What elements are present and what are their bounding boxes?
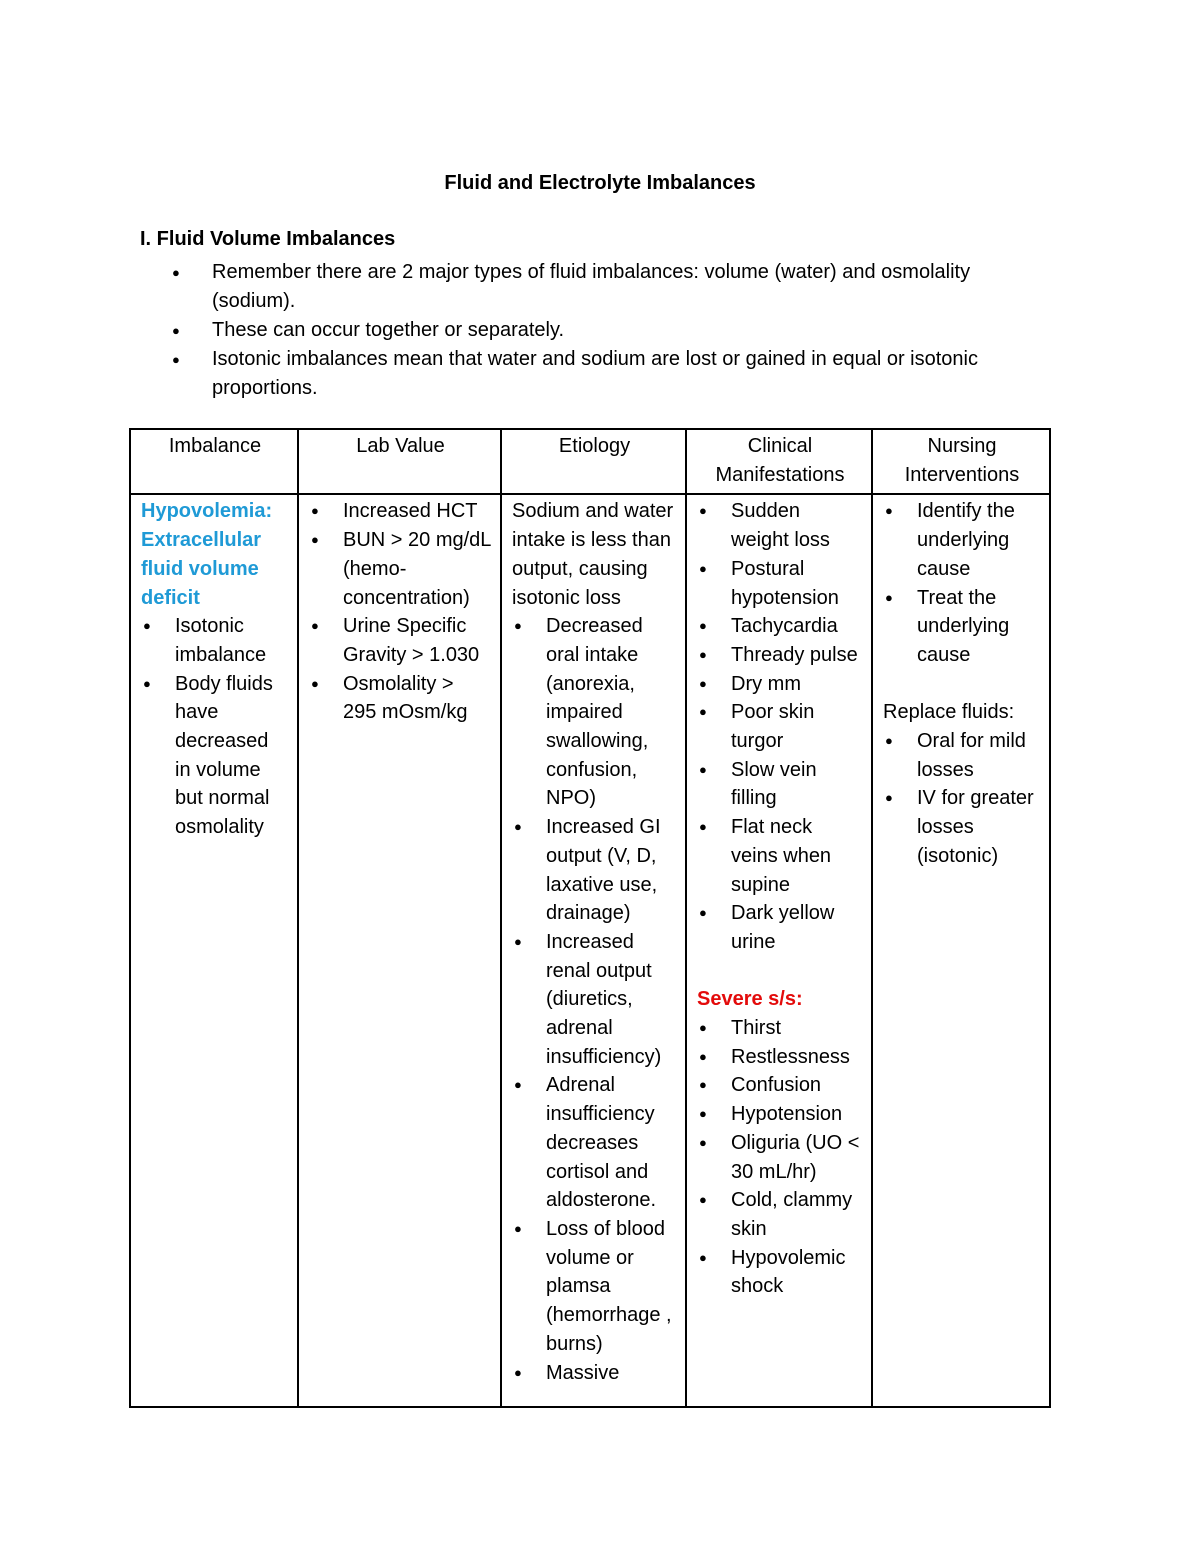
header-nursing-interventions: Nursing Interventions	[872, 429, 1050, 494]
list-item: ● Thirst	[697, 1014, 863, 1043]
cell-etiology	[501, 494, 686, 1407]
list-item: ● Oliguria (UO < 30 mL/hr)	[697, 1129, 863, 1186]
list-item: ● Poor skin turgor	[697, 698, 863, 755]
list-item: ● BUN > 20 mg/dL (hemo-concentration)	[309, 526, 492, 612]
header-etiology: Etiology	[501, 429, 686, 494]
list-item: ● Massive	[512, 1359, 677, 1388]
header-imbalance: Imbalance	[130, 429, 298, 494]
list-item: ● Osmolality > 295 mOsm/kg	[309, 670, 492, 727]
list-item: ● Decreased oral intake (anorexia, impaired swallowing, confusion, NPO)	[512, 612, 677, 813]
spacer	[883, 670, 1041, 699]
intro-bullet-list	[170, 258, 1050, 403]
list-item: ● IV for greater losses (isotonic)	[883, 784, 1041, 870]
cell-clinical-manifestations	[686, 494, 872, 1407]
list-item: ● Dry mm	[697, 670, 863, 699]
list-item: ● Dark yellow urine	[697, 899, 863, 956]
header-clinical-manifestations: Clinical Manifestations	[686, 429, 872, 494]
etiology-intro: Sodium and water intake is less than output, causing isotonic loss	[512, 500, 674, 609]
cell-imbalance	[130, 494, 298, 1407]
severe-label: Severe s/s:	[697, 988, 803, 1011]
list-item: ● Treat the underlying cause	[883, 584, 1041, 670]
section-heading: I. Fluid Volume Imbalances	[140, 228, 396, 250]
document-title: Fluid and Electrolyte Imbalances	[444, 172, 756, 194]
list-item: ● Flat neck veins when supine	[697, 813, 863, 899]
list-item: ● Postural hypotension	[697, 555, 863, 612]
intro-bullet: ● Remember there are 2 major types of fluid imbalances: volume (water) and osmolality (sodium).	[170, 258, 1050, 316]
list-item: ● Identify the underlying cause	[883, 497, 1041, 583]
table-header-row	[130, 429, 1050, 494]
list-item: ● Increased renal output (diuretics, adrenal insufficiency)	[512, 928, 677, 1072]
cell-nursing-interventions	[872, 494, 1050, 1407]
list-item: ● Hypotension	[697, 1100, 863, 1129]
list-item: ● Loss of blood volume or plamsa (hemorrhage , burns)	[512, 1215, 677, 1359]
list-item: ● Cold, clammy skin	[697, 1186, 863, 1243]
imbalance-name: Hypovolemia: Extracellular fluid volume deficit	[141, 500, 273, 609]
list-item: ● Increased HCT	[309, 497, 492, 526]
imbalance-bullets	[141, 612, 289, 842]
severe-bullets	[697, 1014, 863, 1301]
cell-lab-value	[298, 494, 501, 1407]
list-item: ● Hypovolemic shock	[697, 1244, 863, 1301]
list-item: ● Confusion	[697, 1071, 863, 1100]
replace-fluids-bullets	[883, 727, 1041, 871]
list-item: ● Tachycardia	[697, 612, 863, 641]
list-item: ● Adrenal insufficiency decreases cortisol and aldosterone.	[512, 1071, 677, 1215]
header-lab-value: Lab Value	[298, 429, 501, 494]
intro-bullet: ● These can occur together or separately.	[170, 316, 1050, 345]
list-item: ● Thready pulse	[697, 641, 863, 670]
intervention-bullets	[883, 497, 1041, 669]
lab-value-bullets	[309, 497, 492, 727]
list-item: ● Increased GI output (V, D, laxative use, drainage)	[512, 813, 677, 928]
table-row	[130, 494, 1050, 1407]
replace-fluids-label: Replace fluids:	[883, 701, 1015, 724]
list-item: ● Isotonic imbalance	[141, 612, 289, 669]
list-item: ● Oral for mild losses	[883, 727, 1041, 784]
imbalance-table	[129, 428, 1051, 1408]
list-item: ● Restlessness	[697, 1043, 863, 1072]
list-item: ● Body fluids have decreased in volume but normal osmolality	[141, 670, 289, 842]
spacer	[697, 957, 863, 986]
etiology-bullets	[512, 612, 677, 1387]
list-item: ● Urine Specific Gravity > 1.030	[309, 612, 492, 669]
list-item: ● Sudden weight loss	[697, 497, 863, 554]
manifestation-bullets	[697, 497, 863, 956]
intro-bullet: ● Isotonic imbalances mean that water and sodium are lost or gained in equal or isotonic proportions.	[170, 345, 1050, 403]
list-item: ● Slow vein filling	[697, 756, 863, 813]
